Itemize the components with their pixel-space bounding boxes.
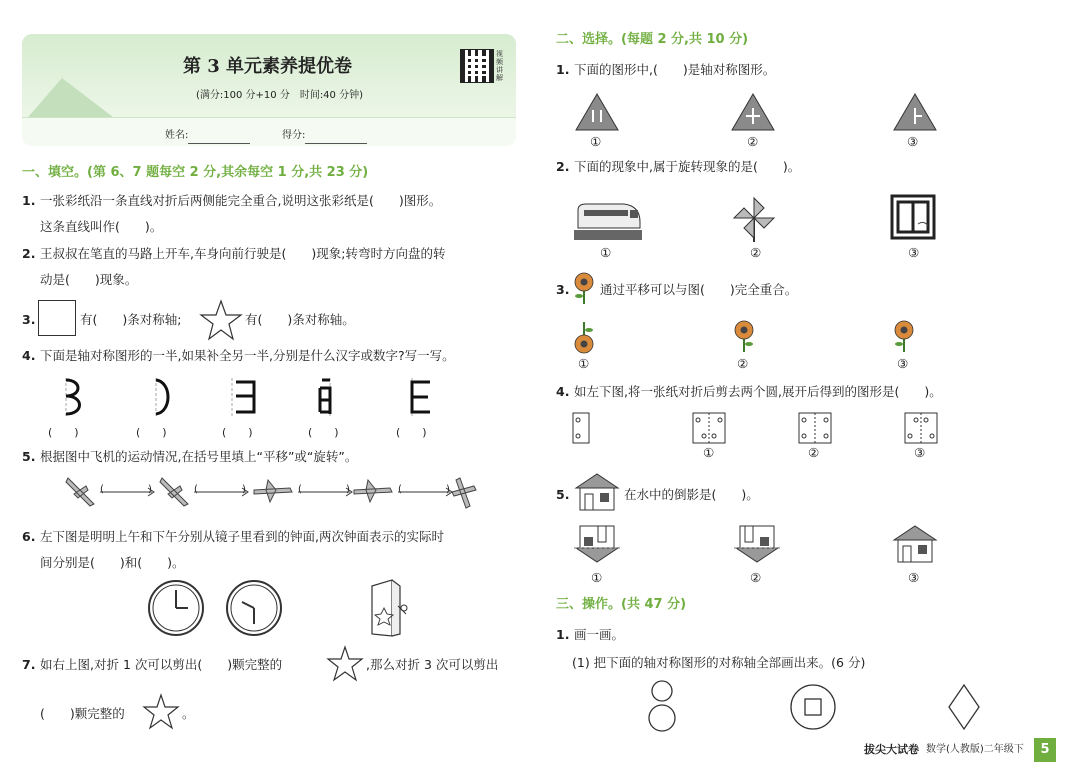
reflection-option-1-icon [574,524,620,568]
s1-q6-number: 6. [22,529,36,544]
star-figure-icon [200,300,242,340]
star-icon [142,694,180,730]
s1-q6-line2: 间分别是( )和( )。 [40,555,185,570]
s1-q4-number: 4. [22,348,36,363]
q4-blank-5[interactable]: ( ) [396,426,427,439]
s1-q1-line1: 一张彩纸沿一条直线对折后两侧能完全重合,说明这张彩纸是( )图形。 [40,193,442,208]
triangle-option-3-icon [892,92,938,132]
s2-q2-option-3[interactable]: ③ [908,245,920,260]
s1-q2-line1: 王叔叔在笔直的马路上开车,车身向前行驶是( )现象;转弯时方向盘的转 [40,246,446,261]
exam-title: 第 3 单元素养提优卷 [183,56,353,77]
pinwheel-icon [734,196,774,242]
score-field[interactable] [282,128,367,144]
s2-q5-line: 在水中的倒影是( )。 [624,487,759,502]
mirror-clock-afternoon-icon [226,580,282,636]
s1-q7-line1a: 如右上图,对折 1 次可以剪出( )颗完整的 [40,657,283,672]
s1-q4-line: 下面是轴对称图形的一半,如果补全另一半,分别是什么汉字或数字?写一写。 [40,348,455,363]
s3-q1-line: 画一画。 [574,627,625,642]
s2-q4-number: 4. [556,384,570,399]
q5-blank-4-open[interactable]: ( [398,484,402,495]
q5-blank-2-close[interactable]: ) [242,484,246,495]
s2-q1-option-1[interactable]: ① [590,134,602,149]
s2-q5-option-3[interactable]: ③ [908,570,920,585]
page-number: 5 [1034,738,1056,762]
q5-blank-3-close[interactable]: ) [346,484,350,495]
q5-blank-1-open[interactable]: ( [100,484,104,495]
q5-blank-4-close[interactable]: ) [446,484,450,495]
s1-q1-number: 1. [22,193,36,208]
s2-q3-option-1[interactable]: ① [578,356,590,371]
name-label: 姓名: [165,130,189,141]
s1-q1-line2: 这条直线叫作( )。 [40,219,163,234]
s3-q1-number: 1. [556,627,570,642]
s1-q3-number: 3. [22,312,36,327]
half-symbol-figures [60,376,460,418]
q5-blank-3-open[interactable]: ( [298,484,302,495]
q5-blank-2-open[interactable]: ( [194,484,198,495]
qr-code-icon[interactable] [460,49,494,83]
score-label: 得分: [282,130,306,141]
q4-blank-2[interactable]: ( ) [136,426,167,439]
s1-q2-number: 2. [22,246,36,261]
s1-q6-line1: 左下图是明明上午和下午分别从镜子里看到的钟面,两次钟面表示的实际时 [40,529,444,544]
coin-square-figure [790,684,836,730]
flower-reference-icon [572,272,596,304]
q5-blank-1-close[interactable]: ) [148,484,152,495]
house-reference-icon [574,472,620,512]
s2-q2-option-1[interactable]: ① [600,245,612,260]
s1-q5-number: 5. [22,449,36,464]
footer-subject: 数学(人教版)二年级下 [926,744,1024,755]
airplane-motion-figure [64,474,494,510]
s2-q1-number: 1. [556,62,570,77]
triangle-option-1-icon [574,92,620,132]
s1-q7-line2: ( )颗完整的 [40,706,125,721]
section2-heading: 二、选择。(每题 2 分,共 10 分) [556,32,749,47]
s2-q3-number: 3. [556,282,570,297]
mirror-clock-morning-icon [148,580,204,636]
s2-q4-line: 如左下图,将一张纸对折后剪去两个圆,展开后得到的图形是( )。 [574,384,942,399]
s2-q5-option-2[interactable]: ② [750,570,762,585]
flower-option-3-icon [892,320,916,354]
s3-q1-sub: (1) 把下面的轴对称图形的对称轴全部画出来。(6 分) [572,655,866,670]
section3-heading: 三、操作。(共 47 分) [556,597,687,612]
s2-q1-option-3[interactable]: ③ [907,134,919,149]
qr-caption: 视频讲解 [496,50,503,82]
reflection-option-2-icon [734,524,780,568]
s1-q3-text-b: 有( )条对称轴。 [245,312,355,327]
s2-q3-option-3[interactable]: ③ [897,356,909,371]
name-field[interactable] [165,128,250,144]
flower-option-2-icon [732,320,756,354]
s1-q7-number: 7. [22,657,36,672]
footer-brand: 拔尖大试卷 [864,743,919,756]
section1-heading: 一、填空。(第 6、7 题每空 2 分,其余每空 1 分,共 23 分) [22,165,369,180]
header-info-band [22,117,516,146]
unfold-option-3-icon [904,412,938,444]
s2-q3-option-2[interactable]: ② [737,356,749,371]
s1-q3-text-a: 有( )条对称轴; [80,312,182,327]
unfold-option-2-icon [798,412,832,444]
s2-q4-option-1[interactable]: ① [703,445,715,460]
q4-blank-1[interactable]: ( ) [48,426,79,439]
triangle-option-2-icon [730,92,776,132]
s1-q7-line2-end: 。 [182,706,195,721]
exam-meta: (满分:100 分+10 分 时间:40 分钟) [196,90,363,101]
diamond-figure [948,684,980,730]
q4-blank-3[interactable]: ( ) [222,426,253,439]
reflection-option-3-icon [892,524,938,568]
snowman-circles-figure [648,680,676,732]
s2-q1-line: 下面的图形中,( )是轴对称图形。 [574,62,776,77]
s1-q5-line: 根据图中飞机的运动情况,在括号里填上“平移”或“旋转”。 [40,449,358,464]
star-icon [326,646,364,682]
s2-q3-line: 通过平移可以与图( )完全重合。 [600,282,798,297]
square-figure [38,300,76,336]
train-icon [574,196,642,242]
s1-q7-line1b: ,那么对折 3 次可以剪出 [366,657,499,672]
s2-q5-number: 5. [556,487,570,502]
folded-paper-cut-icon [362,578,412,638]
s1-q2-line2: 动是( )现象。 [40,272,138,287]
s2-q2-option-2[interactable]: ② [750,245,762,260]
window-icon [890,194,936,240]
folded-paper-figure [572,412,590,444]
q4-blank-4[interactable]: ( ) [308,426,339,439]
s2-q1-option-2[interactable]: ② [747,134,759,149]
s2-q2-number: 2. [556,159,570,174]
s2-q4-option-3[interactable]: ③ [914,445,926,460]
flower-option-1-icon [572,320,596,354]
s2-q2-line: 下面的现象中,属于旋转现象的是( )。 [574,159,801,174]
s2-q4-option-2[interactable]: ② [808,445,820,460]
unfold-option-1-icon [692,412,726,444]
s2-q5-option-1[interactable]: ① [591,570,603,585]
